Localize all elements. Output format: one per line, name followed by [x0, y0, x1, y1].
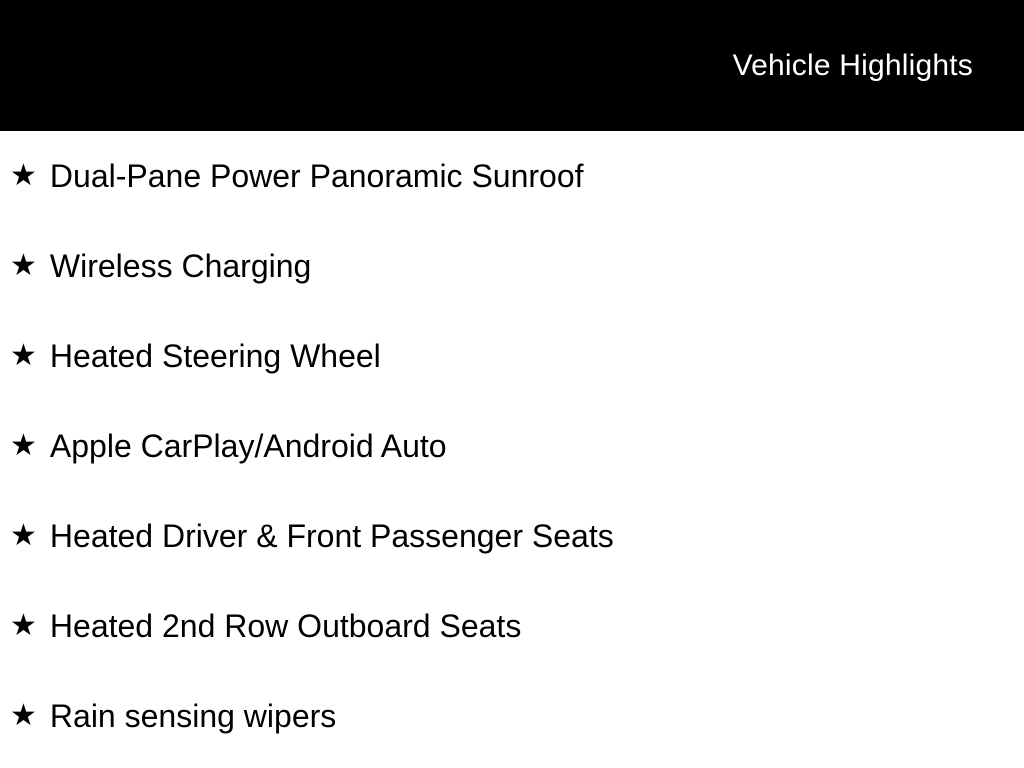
star-icon: ★: [10, 699, 37, 732]
star-icon: ★: [10, 429, 37, 462]
header-band: [0, 0, 1024, 131]
list-item-label: Heated Driver & Front Passenger Seats: [49, 517, 614, 554]
list-item-label: Dual-Pane Power Panoramic Sunroof: [49, 157, 584, 194]
star-icon: ★: [10, 249, 37, 282]
list-item-label: Apple CarPlay/Android Auto: [49, 427, 447, 464]
list-item: [10, 311, 1024, 401]
page-title: Vehicle Highlights: [732, 48, 973, 82]
star-icon: ★: [10, 159, 37, 192]
list-item-label: Wireless Charging: [49, 247, 312, 284]
list-item-label: Heated 2nd Row Outboard Seats: [49, 607, 522, 644]
star-icon: ★: [10, 519, 37, 552]
list-item: [10, 221, 1024, 311]
star-icon: ★: [10, 339, 37, 372]
list-item-label: Rain sensing wipers: [49, 697, 337, 734]
list-item: [10, 581, 1024, 671]
highlights-list: [0, 131, 1024, 768]
list-item: [10, 491, 1024, 581]
list-item: [10, 131, 1024, 221]
list-item: [10, 401, 1024, 491]
list-item-label: Heated Steering Wheel: [49, 337, 381, 374]
list-item: [10, 671, 1024, 761]
star-icon: ★: [10, 609, 37, 642]
